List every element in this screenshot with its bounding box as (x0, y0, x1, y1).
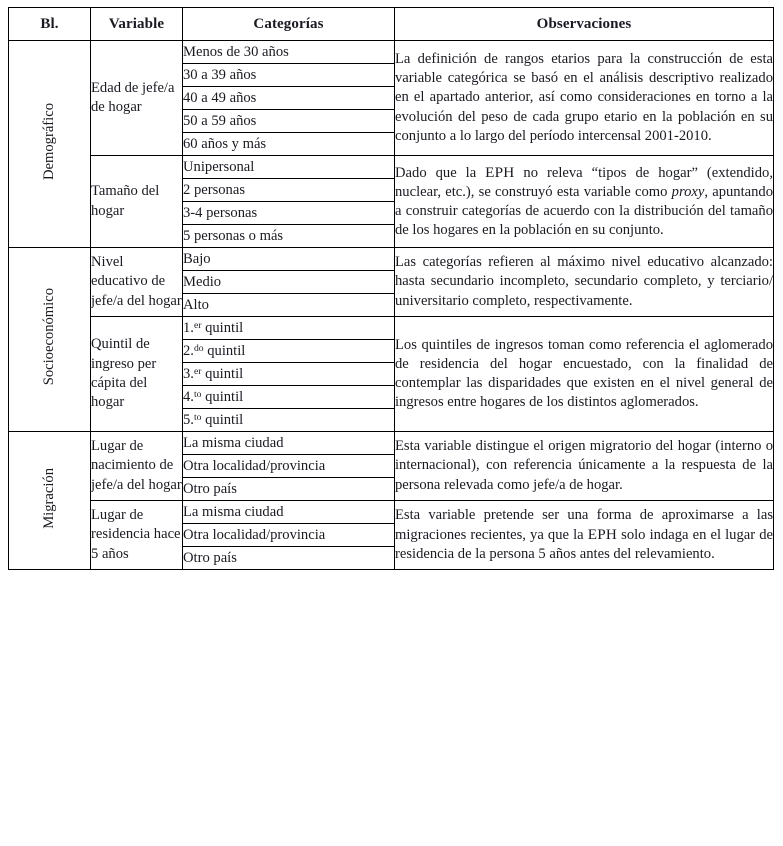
block-cell-socioeconómico (9, 248, 91, 432)
variables-table (8, 7, 774, 570)
ordinal-number: 1. (183, 319, 194, 336)
category-cell: Medio (183, 271, 395, 294)
block-cell-demográfico (9, 41, 91, 248)
variable-cell: Quintil de ingreso per cápita del hogar (91, 317, 183, 432)
ordinal-number: 2. (183, 342, 194, 359)
table-row (9, 317, 774, 340)
category-label: quintil (201, 319, 244, 336)
italic-term: proxy (671, 183, 705, 200)
header-row (9, 8, 774, 41)
observation-cell (395, 501, 774, 570)
column-header-observaciones: Observaciones (395, 8, 774, 41)
observation-text: La definición de rangos etarios para la construcción de esta variable categórica se basó en el análisis descriptivo realizado en el apartado anterior, así como consideraciones en torno a la evolución del peso de cada grupo etario en la población en su conjunto a lo largo del período intercensal 2001-2010. (395, 51, 773, 144)
ordinal-number: 5. (183, 411, 194, 428)
ordinal-number: 4. (183, 388, 194, 405)
variables-table-container (8, 7, 773, 570)
ordinal-number: 3. (183, 365, 194, 382)
column-header-bl: Bl. (9, 8, 91, 41)
table-header (9, 8, 774, 41)
category-cell: 30 a 39 años (183, 64, 395, 87)
table-row (9, 248, 774, 271)
category-cell: Otra localidad/provincia (183, 455, 395, 478)
variable-cell: Lugar de nacimiento de jefe/a del hogar (91, 432, 183, 501)
variable-cell: Edad de jefe/a de hogar (91, 41, 183, 156)
smallcaps-abbrev: EPH (485, 163, 515, 181)
variable-cell: Tamaño del hogar (91, 156, 183, 248)
observation-text: Los quintiles de ingresos toman como referencia el aglomerado de residencia del hogar encuestado, con la finalidad de contemplar las disparidades que existen en el nivel general de ingresos entre hogares de los distintos aglomerados. (395, 336, 773, 411)
observation-cell (395, 248, 774, 317)
category-cell (183, 317, 395, 340)
observation-cell (395, 41, 774, 156)
category-cell: 40 a 49 años (183, 87, 395, 110)
category-label: quintil (203, 342, 246, 359)
table-body (9, 41, 774, 570)
category-cell (183, 363, 395, 386)
category-cell (183, 386, 395, 409)
category-cell: La misma ciudad (183, 432, 395, 455)
category-cell: 50 a 59 años (183, 110, 395, 133)
category-cell: Otro país (183, 478, 395, 501)
table-row (9, 501, 774, 524)
block-label: Migración (41, 467, 58, 529)
category-cell: 5 personas o más (183, 225, 395, 248)
observation-cell (395, 156, 774, 248)
category-cell: La misma ciudad (183, 501, 395, 524)
category-cell: Menos de 30 años (183, 41, 395, 64)
category-cell: Alto (183, 294, 395, 317)
block-label: Socioeconómico (41, 288, 58, 386)
ordinal-suffix: to (193, 388, 202, 400)
table-row (9, 156, 774, 179)
variable-cell: Lugar de residencia hace 5 años (91, 501, 183, 570)
observation-cell (395, 317, 774, 432)
category-cell: 3-4 personas (183, 202, 395, 225)
column-header-categorias: Categorías (183, 8, 395, 41)
block-label: Demográfico (41, 103, 58, 180)
category-cell: Otra localidad/provincia (183, 524, 395, 547)
category-cell: Unipersonal (183, 156, 395, 179)
category-cell (183, 409, 395, 432)
category-label: quintil (201, 388, 244, 405)
observation-text: Esta variable pretende ser una forma de aproximarse a las migraciones recientes, ya que la EPH solo indaga en el lugar de residencia de la persona 5 años antes del relevamiento. (395, 506, 773, 563)
ordinal-suffix: to (193, 411, 202, 423)
smallcaps-abbrev: EPH (587, 525, 618, 543)
category-label: quintil (201, 411, 244, 428)
ordinal-suffix: er (193, 365, 202, 377)
category-cell: 2 personas (183, 179, 395, 202)
table-row (9, 432, 774, 455)
table-row (9, 41, 774, 64)
category-cell: Bajo (183, 248, 395, 271)
observation-text: Las categorías refieren al máximo nivel educativo alcanzado: hasta secundario incompleto, secundario completo, y terciario/ universitario completo, respectivamente. (395, 254, 773, 309)
variable-cell: Nivel educativo de jefe/a del hogar (91, 248, 183, 317)
observation-cell (395, 432, 774, 501)
observation-text: Dado que la EPH no releva “tipos de hogar” (extendido, nuclear, etc.), se construyó esta variable como proxy, apuntando a construir categorías de acuerdo con la distribución del tamaño de los hogares en la población en su conjunto. (395, 163, 774, 239)
column-header-variable: Variable (91, 8, 183, 41)
category-cell: 60 años y más (183, 133, 395, 156)
ordinal-suffix: er (193, 319, 202, 331)
category-cell (183, 340, 395, 363)
ordinal-suffix: do (193, 342, 204, 354)
category-label: quintil (201, 365, 244, 382)
block-cell-migración (9, 432, 91, 570)
observation-text: Esta variable distingue el origen migratorio del hogar (interno o internacional), con referencia únicamente a la respuesta de la persona relevada como jefe/a de hogar. (395, 438, 773, 493)
category-cell: Otro país (183, 547, 395, 570)
